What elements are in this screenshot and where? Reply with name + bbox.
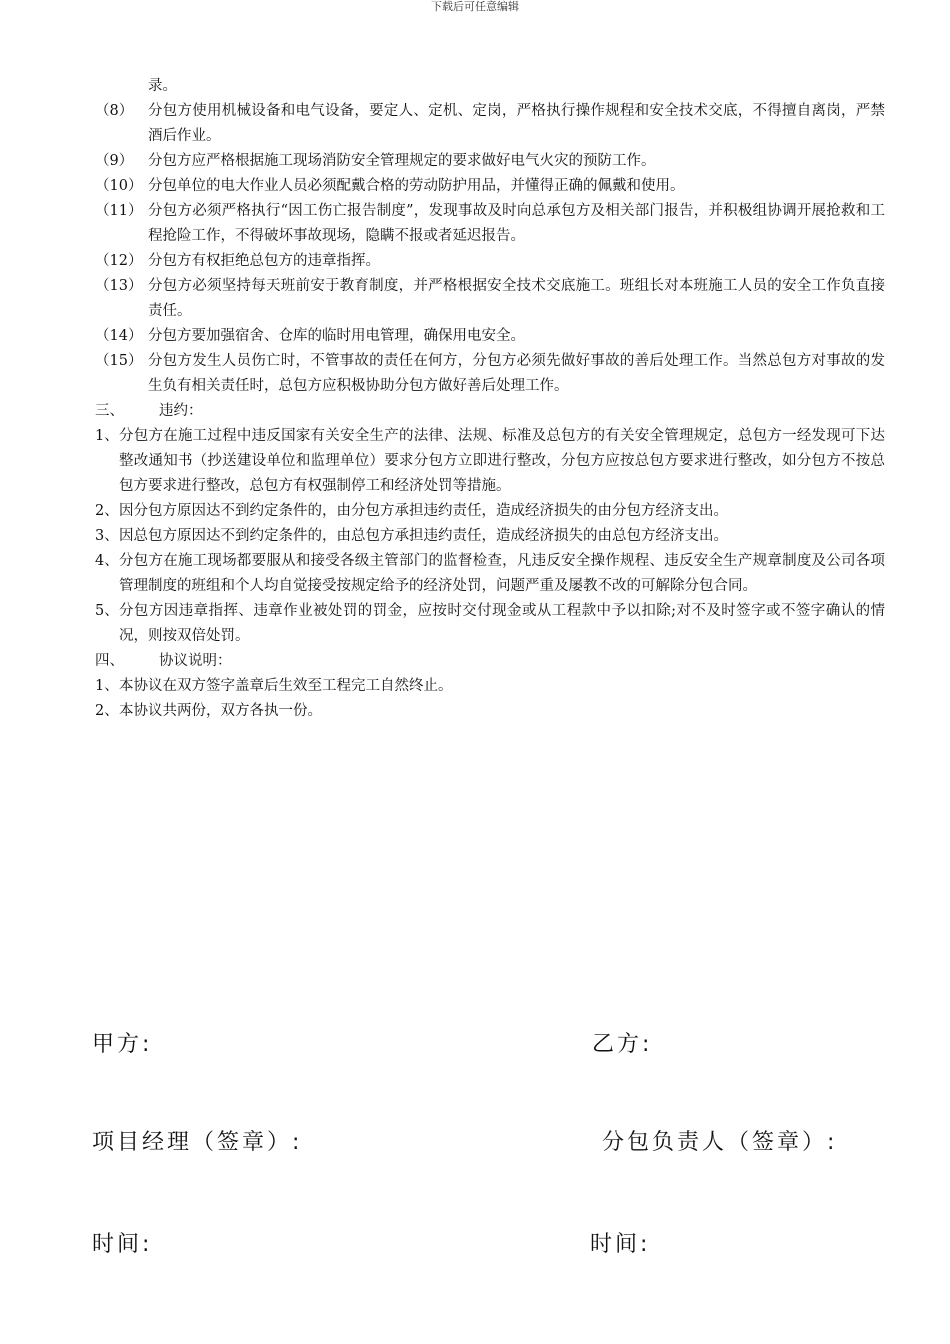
item-text: 分包方发生人员伤亡时，不管事故的责任在何方，分包方必须先做好事故的善后处理工作。当然总包方对事故的发生负有相关责任时，总包方应积极协助分包方做好善后处理工作。 [148,353,885,394]
list-item [95,524,885,549]
item-number: 3、 [95,528,119,544]
item-number: 2、 [95,703,119,719]
item-number: （8） [95,103,134,119]
item-number: （9） [95,153,134,169]
item-text: 分包方在施工现场都要服从和接受各级主管部门的监督检查，凡违反安全操作规程、违反安全生产规章制度及公司各项管理制度的班组和个人均自觉接受按规定给予的经济处罚，问题严重及屡教不改的可解除分包合同。 [119,553,885,594]
document-body [95,74,885,724]
list-item [95,699,885,724]
section-number: 四、 [95,653,124,669]
subcontract-lead-signature-label: 分包负责人（签章）: [602,1130,838,1155]
item-text: 分包方使用机械设备和电气设备，要定人、定机、定岗，严格执行操作规程和安全技术交底，不得擅自离岗，严禁酒后作业。 [148,103,885,144]
item-number: 5、 [95,603,119,619]
section-number: 三、 [95,403,124,419]
list-item [95,149,885,174]
party-b-label: 乙方: [592,1032,653,1057]
item-number: 1、 [95,678,119,694]
party-a-label: 甲方: [92,1032,153,1057]
item-number: （15） [95,353,143,369]
list-item [95,599,885,649]
list-item [95,324,885,349]
item-text: 本协议在双方签字盖章后生效至工程完工自然终止。 [119,678,453,694]
item-number: （13） [95,278,143,294]
item-text: 分包方要加强宿舍、仓库的临时用电管理，确保用电安全。 [148,328,525,344]
section-title: 违约： [159,403,203,419]
project-manager-signature-label: 项目经理（签章）: [92,1130,303,1155]
section-heading-agreement [95,649,885,674]
list-item [95,99,885,149]
list-item [95,249,885,274]
list-item [95,349,885,399]
item-text: 分包方必须坚持每天班前安于教育制度，并严格根据安全技术交底施工。班组长对本班施工人员的安全工作负直接责任。 [148,278,885,319]
item-text: 分包方必须严格执行“因工伤亡报告制度”，发现事故及时向总承包方及相关部门报告，并积极组协调开展抢救和工程抢险工作，不得破坏事故现场，隐瞒不报或者延迟报告。 [148,203,885,244]
list-item [95,674,885,699]
list-item [95,424,885,499]
item-text: 因总包方原因达不到约定条件的，由总包方承担违约责任，造成经济损失的由总包方经济支出。 [119,528,728,544]
intro-continuation: 录。 [148,78,177,94]
list-item [95,549,885,599]
list-item [95,174,885,199]
item-number: 2、 [95,503,119,519]
list-item [95,199,885,249]
item-text: 分包方有权拒绝总包方的违章指挥。 [148,253,380,269]
item-text: 分包方在施工过程中违反国家有关安全生产的法律、法规、标准及总包方的有关安全管理规定，总包方一经发现可下达整改通知书（抄送建设单位和监理单位）要求分包方立即进行整改，分包方应按总包方要求进行整改，如分包方不按总包方要求进行整改，总包方有权强制停工和经济处罚等措施。 [119,428,885,494]
page-header: 下载后可任意编辑 [431,0,519,13]
item-text: 分包单位的电大作业人员必须配戴合格的劳动防护用品，并懂得正确的佩戴和使用。 [148,178,685,194]
item-number: （12） [95,253,143,269]
item-text: 本协议共两份，双方各执一份。 [119,703,322,719]
list-item [95,274,885,324]
item-text: 因分包方原因达不到约定条件的，由分包方承担违约责任，造成经济损失的由分包方经济支出。 [119,503,728,519]
section-heading-breach [95,399,885,424]
item-number: 4、 [95,553,119,569]
list-item [95,499,885,524]
time-b-label: 时间: [590,1232,651,1257]
item-number: （14） [95,328,143,344]
section-title: 协议说明： [159,653,232,669]
item-text: 分包方因违章指挥、违章作业被处罚的罚金，应按时交付现金或从工程款中予以扣除;对不及时签字或不签字确认的情况，则按双倍处罚。 [119,603,885,644]
time-a-label: 时间: [92,1232,153,1257]
item-number: 1、 [95,428,119,444]
item-text: 分包方应严格根据施工现场消防安全管理规定的要求做好电气火灾的预防工作。 [148,153,656,169]
item-number: （10） [95,178,143,194]
item-number: （11） [95,203,143,219]
